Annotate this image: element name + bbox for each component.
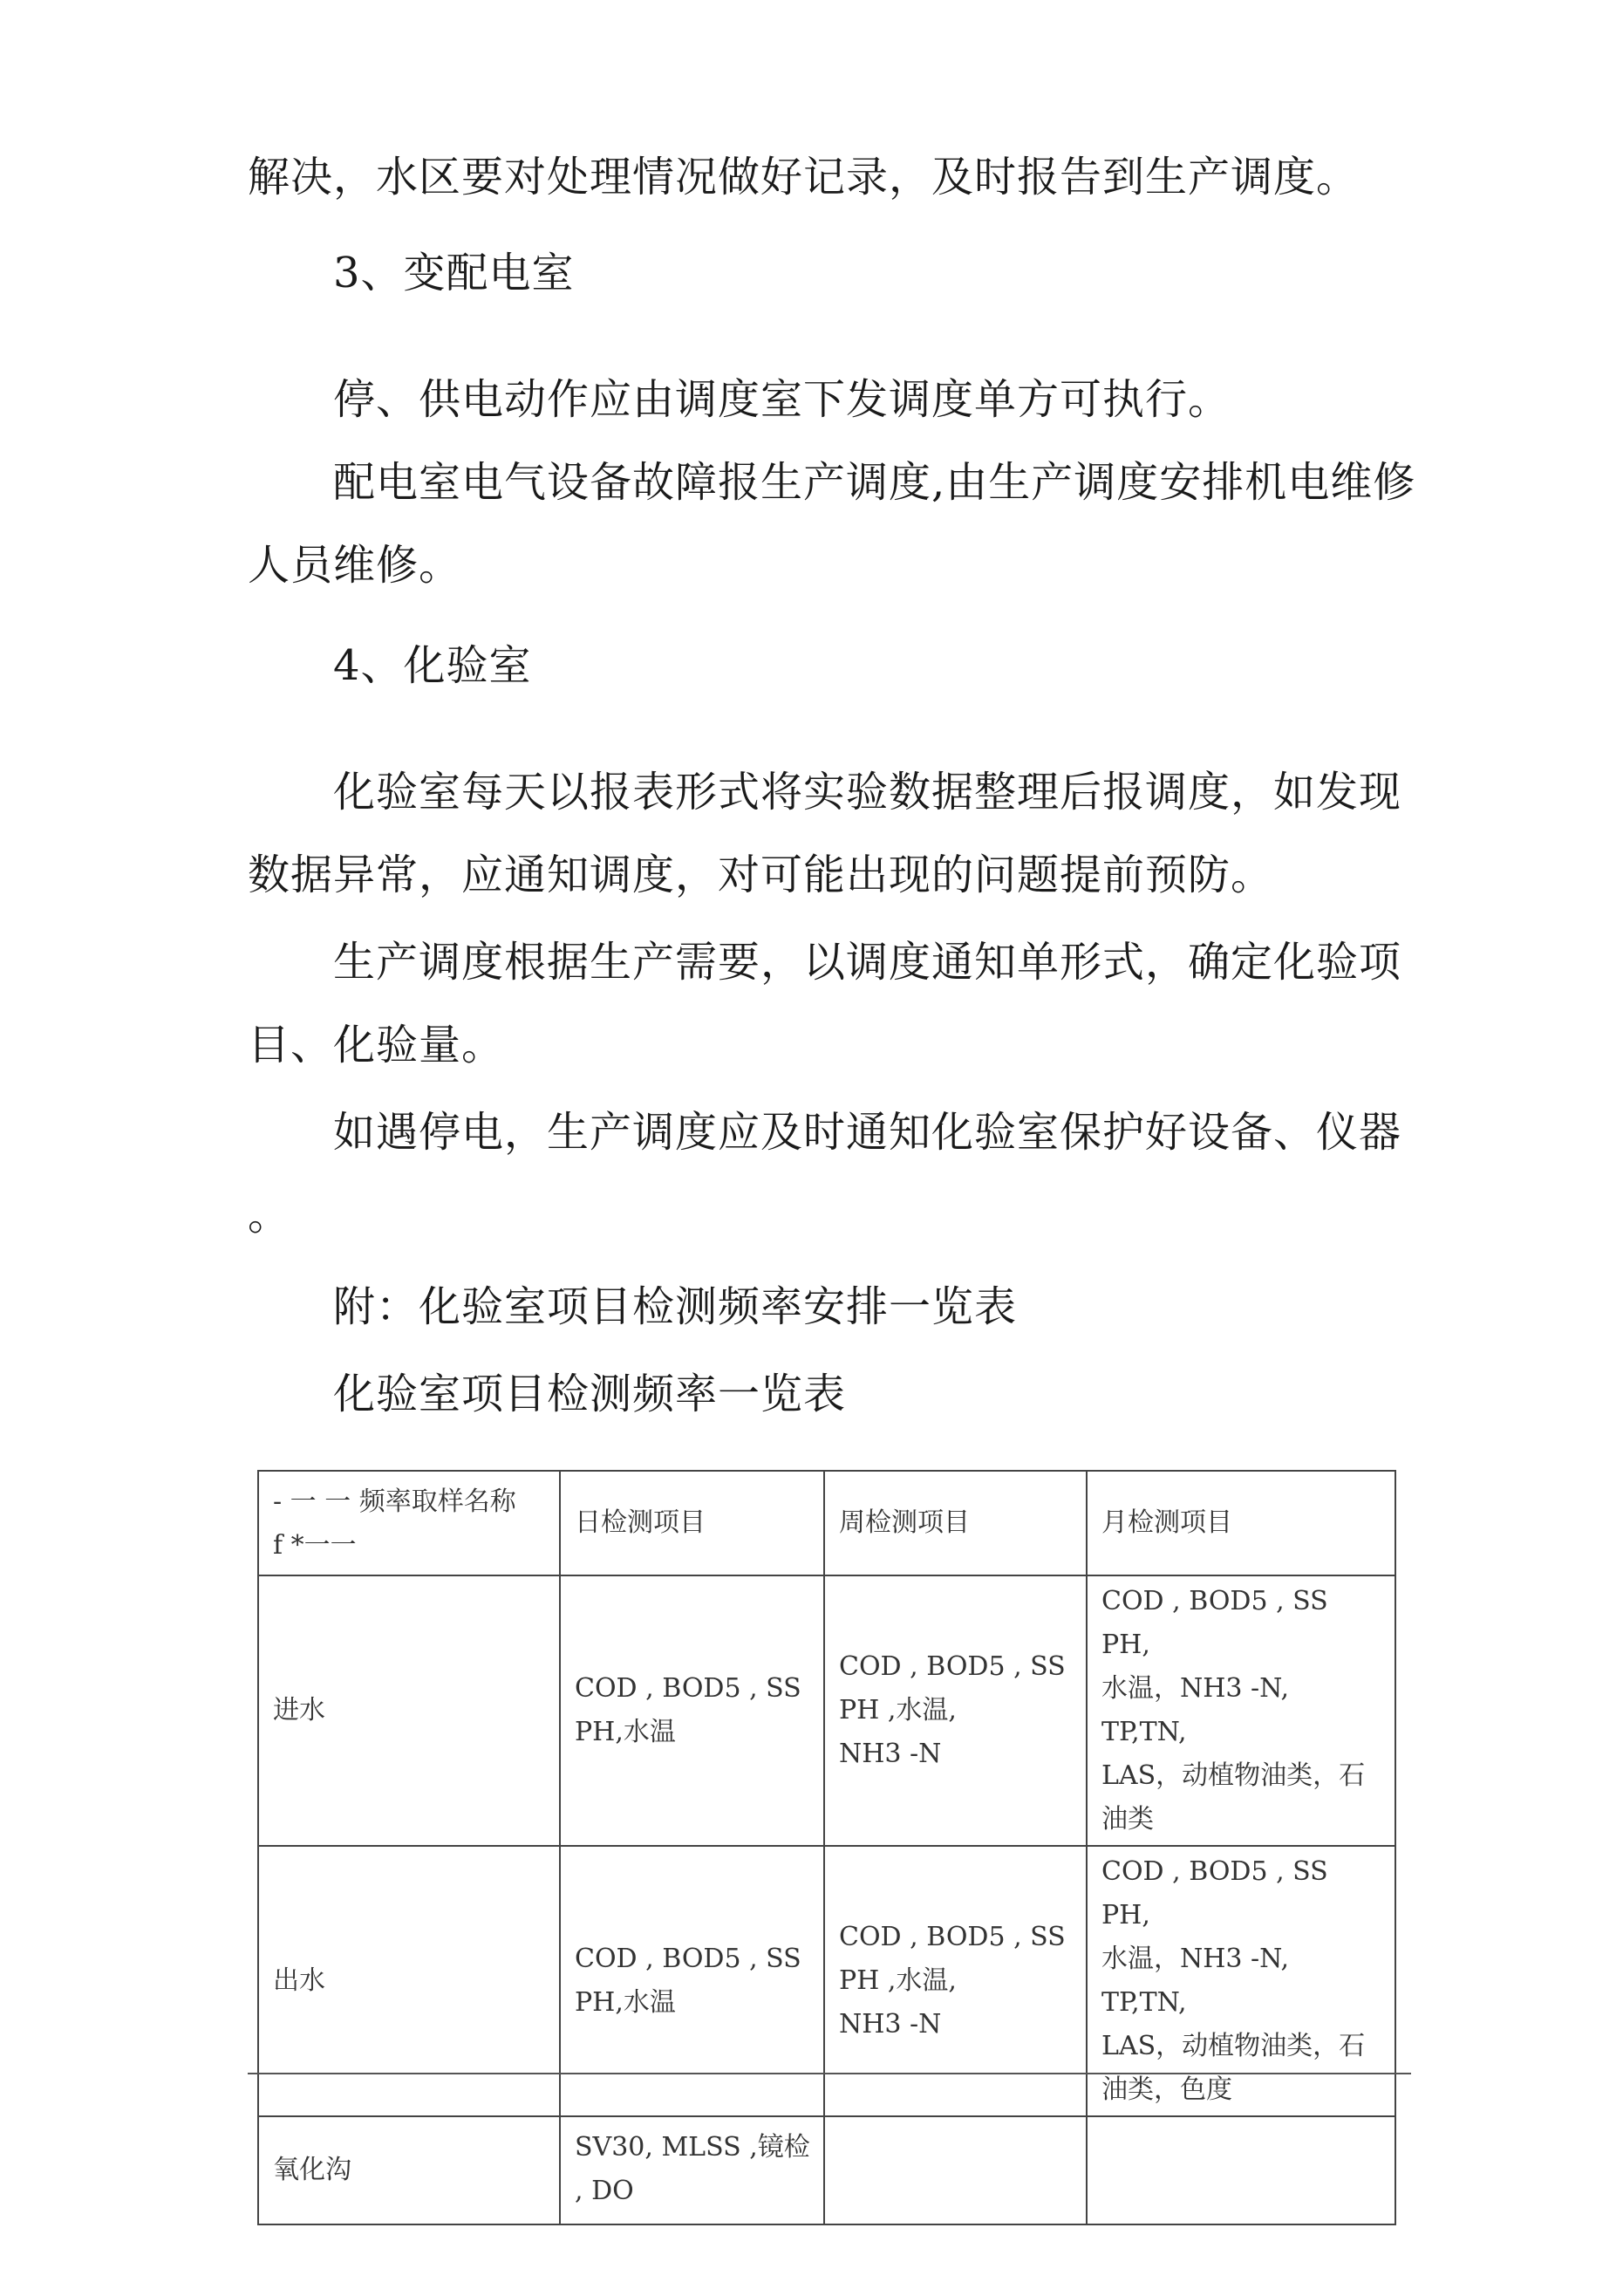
paragraph-line: 人员维修。: [248, 541, 462, 590]
paragraph-line: 生产调度根据生产需要，以调度通知单形式，确定化验项: [333, 938, 1402, 987]
section-heading-lab: 4、化验室: [333, 641, 532, 690]
table-row: [258, 1846, 1395, 2116]
paragraph-line: 化验室每天以报表形式将实验数据整理后报调度，如发现: [333, 768, 1402, 817]
table-cell-sample: 出水: [258, 1846, 560, 2116]
paragraph-line: 如遇停电，生产调度应及时通知化验室保护好设备、仪器: [333, 1108, 1402, 1157]
paragraph-line: 解决，水区要对处理情况做好记录，及时报告到生产调度。: [248, 153, 1360, 202]
table-title: 化验室项目检测频率一览表: [333, 1370, 847, 1418]
header-cell-monthly: 月检测项目: [1087, 1471, 1395, 1575]
table-cell-sample: 氧化沟: [258, 2116, 560, 2224]
table-header-row: [258, 1471, 1395, 1575]
paragraph-line: 停、供电动作应由调度室下发调度单方可执行。: [333, 375, 1231, 424]
table-cell-daily: SV30, MLSS ,镜检 , DO: [560, 2116, 824, 2224]
table-cell-weekly: COD , BOD5 , SS PH ,水温, NH3 -N: [824, 1575, 1087, 1846]
paragraph-line: 目、化验量。: [248, 1021, 505, 1069]
appendix-line: 附：化验室项目检测频率安排一览表: [333, 1282, 1018, 1331]
table-cell-daily: COD , BOD5 , SS PH,水温: [560, 1575, 824, 1846]
table-cell-weekly: [824, 2116, 1087, 2224]
table-cell-sample: 进水: [258, 1575, 560, 1846]
table-cell-weekly: COD , BOD5 , SS PH ,水温, NH3 -N: [824, 1846, 1087, 2116]
table-row: [258, 1575, 1395, 1846]
lab-frequency-table: [257, 1470, 1396, 2225]
paragraph-line: 数据异常，应通知调度，对可能出现的问题提前预防。: [248, 851, 1274, 899]
header-cell-daily: 日检测项目: [560, 1471, 824, 1575]
paragraph-line: 配电室电气设备故障报生产调度,由生产调度安排机电维修: [333, 458, 1416, 507]
header-cell-diagonal: - 一 一 频率取样名称 f *一一: [258, 1471, 560, 1575]
header-cell-weekly: 周检测项目: [824, 1471, 1087, 1575]
table-cell-monthly: COD , BOD5 , SS PH, 水温，NH3 -N, TP,TN, LAS，动植物油类，石 油类: [1087, 1575, 1395, 1846]
footer-divider: [248, 2073, 1411, 2074]
table-cell-daily: COD , BOD5 , SS PH,水温: [560, 1846, 824, 2116]
paragraph-line: 。: [248, 1191, 291, 1240]
table-cell-monthly: [1087, 2116, 1395, 2224]
table-cell-monthly: COD , BOD5 , SS PH, 水温，NH3 -N, TP,TN, LAS，动植物油类，石 油类，色度: [1087, 1846, 1395, 2116]
table-row: [258, 2116, 1395, 2224]
section-heading-substation: 3、变配电室: [333, 249, 575, 297]
